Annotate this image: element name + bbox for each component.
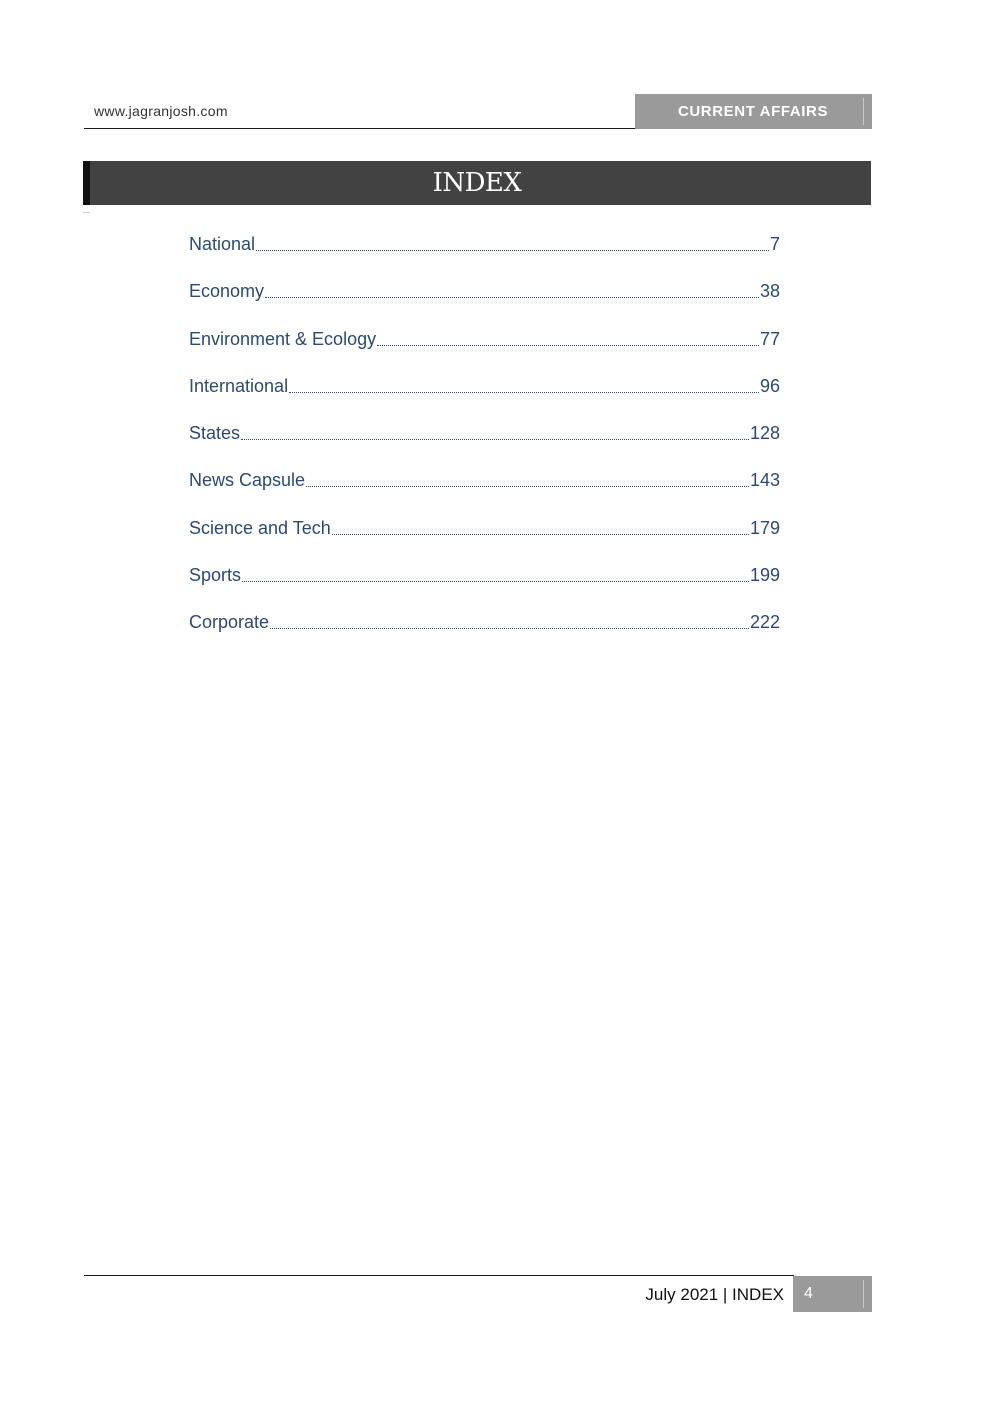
toc-label[interactable]: States	[189, 423, 241, 444]
toc-label[interactable]: News Capsule	[189, 470, 306, 491]
toc-entry-national[interactable]	[189, 229, 780, 276]
toc-entry-international[interactable]	[189, 371, 780, 418]
toc-entry-economy[interactable]	[189, 276, 780, 323]
toc-leader-dots	[256, 229, 769, 251]
toc-page[interactable]: 77	[759, 328, 780, 349]
table-of-contents	[189, 229, 780, 655]
toc-leader-dots	[306, 465, 749, 487]
toc-page[interactable]: 143	[749, 470, 780, 491]
toc-page[interactable]: 38	[759, 281, 780, 302]
toc-leader-dots	[242, 560, 749, 582]
toc-page[interactable]: 199	[749, 565, 780, 586]
toc-page[interactable]: 96	[759, 375, 780, 396]
page-title: INDEX	[432, 168, 522, 198]
toc-label[interactable]: Economy	[189, 281, 265, 302]
toc-page[interactable]: 222	[749, 612, 780, 633]
footer-page-number: 4	[793, 1280, 864, 1308]
toc-page[interactable]: 179	[749, 517, 780, 538]
toc-leader-dots	[270, 607, 749, 629]
footer-text: July 2021 | INDEX	[645, 1285, 784, 1304]
title-bar-edge	[83, 161, 90, 205]
toc-page[interactable]: 7	[769, 234, 780, 254]
toc-entry-environment[interactable]	[189, 324, 780, 371]
toc-leader-dots	[332, 513, 749, 535]
toc-entry-science-tech[interactable]	[189, 513, 780, 560]
toc-page[interactable]: 128	[749, 423, 780, 444]
toc-leader-dots	[289, 371, 759, 393]
toc-entry-corporate[interactable]	[189, 607, 780, 654]
toc-leader-dots	[241, 418, 749, 440]
header-badge	[635, 94, 872, 129]
footer-page-badge	[793, 1276, 872, 1312]
toc-entry-sports[interactable]	[189, 560, 780, 607]
toc-leader-dots	[377, 324, 759, 346]
toc-label[interactable]: Environment & Ecology	[189, 328, 377, 349]
header-rule	[84, 128, 636, 129]
toc-entry-states[interactable]	[189, 418, 780, 465]
toc-label[interactable]: National	[189, 234, 256, 254]
toc-entry-news-capsule[interactable]	[189, 465, 780, 512]
index-title-bar	[83, 161, 871, 205]
header-badge-label: CURRENT AFFAIRS	[643, 98, 864, 125]
toc-label[interactable]: International	[189, 375, 289, 396]
toc-label[interactable]: Corporate	[189, 612, 270, 633]
footer-rule	[84, 1275, 794, 1276]
title-bar-edge-tick	[83, 212, 90, 213]
toc-label[interactable]: Science and Tech	[189, 517, 331, 538]
toc-label[interactable]: Sports	[189, 565, 242, 586]
toc-leader-dots	[265, 276, 759, 298]
header-site-url: www.jagranjosh.com	[94, 103, 228, 119]
